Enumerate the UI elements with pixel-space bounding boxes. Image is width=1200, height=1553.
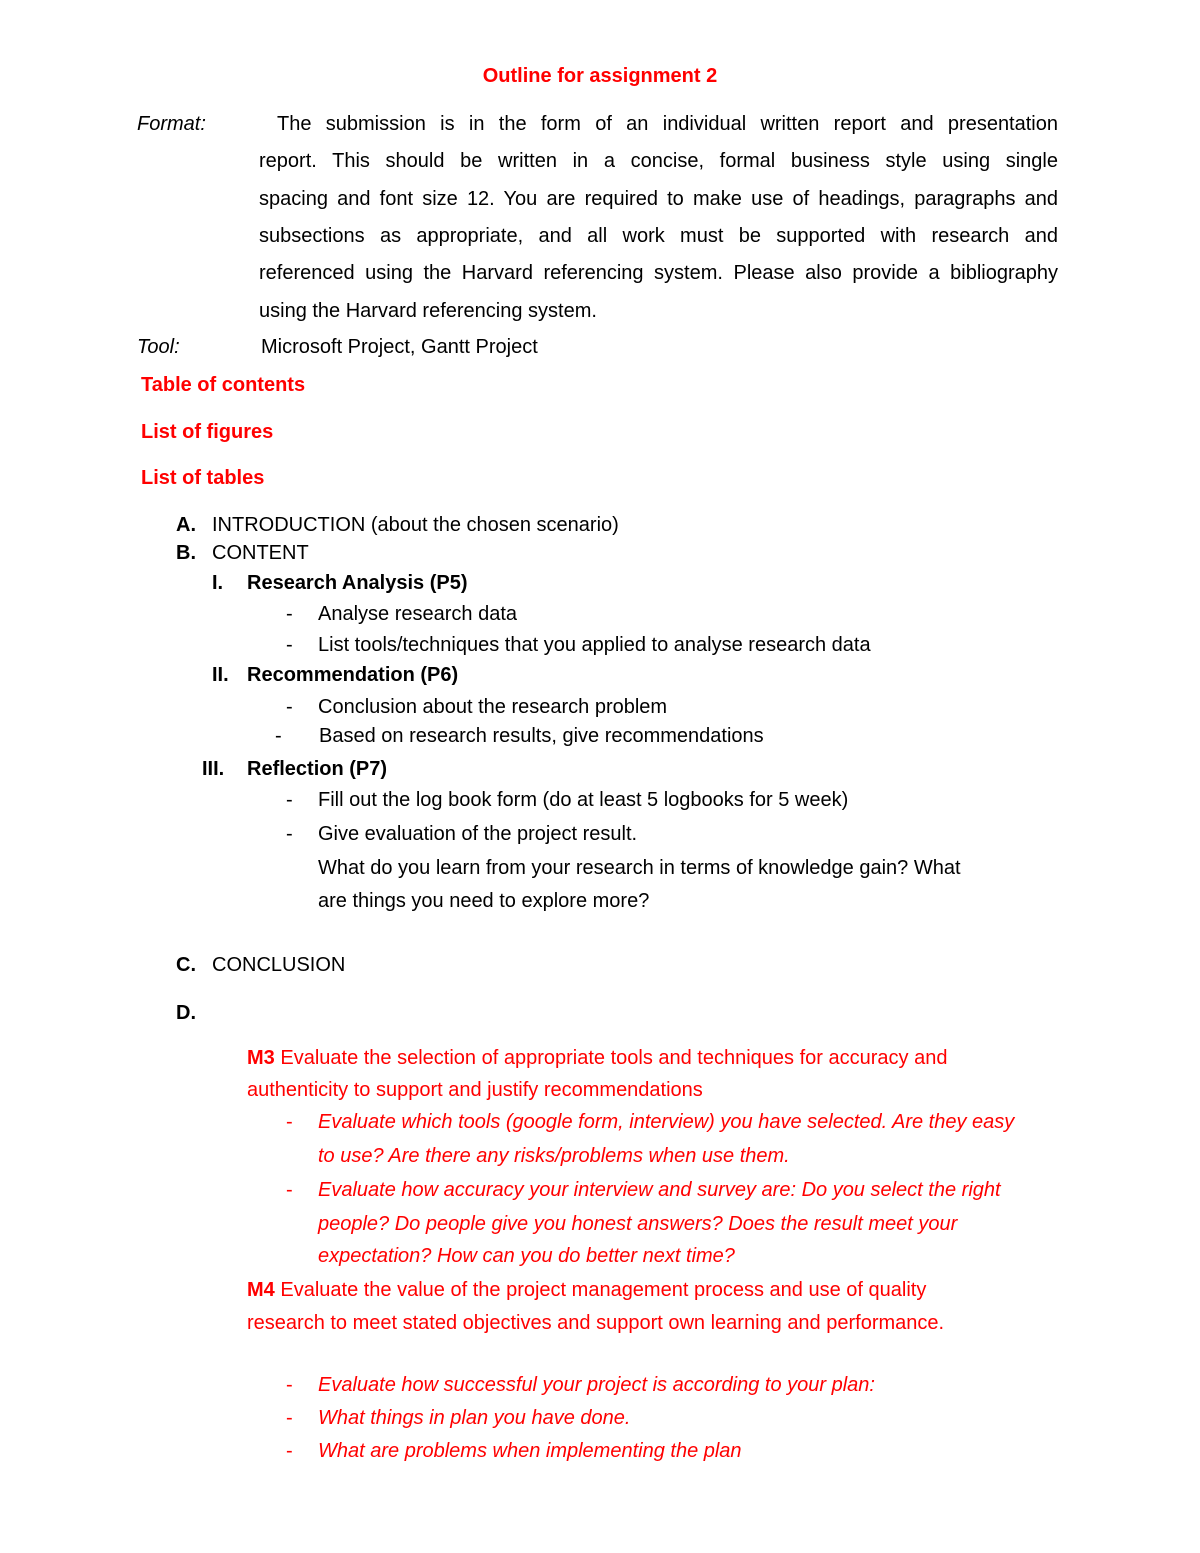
section-c-title: CONCLUSION (212, 954, 346, 976)
bullet-dash: - (286, 696, 293, 718)
m4-bullet-1: Evaluate how successful your project is according to your plan: (318, 1374, 875, 1396)
list-of-tables-heading: List of tables (141, 467, 265, 489)
bullet-dash: - (286, 603, 293, 625)
section-a-title: INTRODUCTION (about the chosen scenario) (212, 514, 619, 536)
subsection-iii-title: Reflection (P7) (247, 758, 388, 780)
m4-bullet-2: What things in plan you have done. (318, 1407, 631, 1429)
m3-bullet-2-line-2: people? Do people give you honest answers? Does the result meet your (318, 1213, 958, 1235)
m4-line-1 (247, 1280, 926, 1300)
format-line-4: subsections as appropriate, and all work must be supported with research and (259, 225, 1058, 247)
bullet-item: Analyse research data (318, 603, 518, 625)
list-of-figures-heading: List of figures (141, 421, 274, 443)
m4-line-2: research to meet stated objectives and support own learning and performance. (247, 1312, 945, 1334)
subsection-iii-marker: III. (202, 758, 225, 780)
section-b-title: CONTENT (212, 542, 309, 564)
bullet-dash: - (286, 1440, 293, 1462)
m4-bullet-3: What are problems when implementing the plan (318, 1440, 742, 1462)
subsection-i-title: Research Analysis (P5) (247, 572, 468, 594)
bullet-dash: - (286, 789, 293, 811)
bullet-dash: - (286, 1374, 293, 1396)
bullet-item: Conclusion about the research problem (318, 696, 668, 718)
bullet-item: List tools/techniques that you applied to analyse research data (318, 634, 871, 656)
section-b-marker: B. (176, 542, 196, 564)
section-a-marker: A. (176, 514, 196, 536)
section-d-marker: D. (176, 1002, 196, 1024)
reflection-question-line-2: are things you need to explore more? (318, 890, 650, 912)
subsection-i-marker: I. (212, 572, 224, 594)
bullet-item: Based on research results, give recommendations (319, 725, 764, 747)
format-line-2: report. This should be written in a concise, formal business style using single (259, 150, 1058, 172)
bullet-item: Give evaluation of the project result. (318, 823, 638, 845)
format-line-1: The submission is in the form of an individual written report and presentation (277, 113, 1058, 135)
bullet-item: Fill out the log book form (do at least 5 logbooks for 5 week) (318, 789, 849, 811)
subsection-ii-title: Recommendation (P6) (247, 664, 459, 686)
section-c-marker: C. (176, 954, 196, 976)
bullet-dash: - (286, 634, 293, 656)
format-label: Format: (137, 113, 206, 135)
subsection-ii-marker: II. (212, 664, 229, 686)
m3-bullet-2-line-1: Evaluate how accuracy your interview and survey are: Do you select the right (318, 1179, 1001, 1201)
m4-text: Evaluate the value of the project management process and use of quality (280, 1279, 927, 1301)
m4-code: M4 (247, 1279, 275, 1301)
m3-text: Evaluate the selection of appropriate tools and techniques for accuracy and (280, 1047, 948, 1069)
document-title: Outline for assignment 2 (482, 65, 718, 87)
m3-line-2: authenticity to support and justify recommendations (247, 1079, 703, 1101)
bullet-dash: - (286, 1407, 293, 1429)
format-line-5: referenced using the Harvard referencing system. Please also provide a bibliography (259, 262, 1058, 284)
m3-code: M3 (247, 1047, 275, 1069)
bullet-dash: - (286, 1179, 293, 1201)
format-line-6: using the Harvard referencing system. (259, 300, 597, 322)
bullet-dash: - (275, 725, 282, 747)
table-of-contents-heading: Table of contents (141, 374, 306, 396)
bullet-dash: - (286, 1111, 293, 1133)
tool-value: Microsoft Project, Gantt Project (261, 336, 538, 358)
m3-bullet-1-line-1: Evaluate which tools (google form, interview) you have selected. Are they easy (318, 1111, 1015, 1133)
m3-line-1 (247, 1048, 947, 1068)
bullet-dash: - (286, 823, 293, 845)
reflection-question-line-1: What do you learn from your research in terms of knowledge gain? What (318, 857, 961, 879)
format-line-3: spacing and font size 12. You are required to make use of headings, paragraphs and (259, 188, 1058, 210)
m3-bullet-2-line-3: expectation? How can you do better next time? (318, 1245, 735, 1267)
m3-bullet-1-line-2: to use? Are there any risks/problems when use them. (318, 1145, 790, 1167)
tool-label: Tool: (137, 336, 180, 358)
